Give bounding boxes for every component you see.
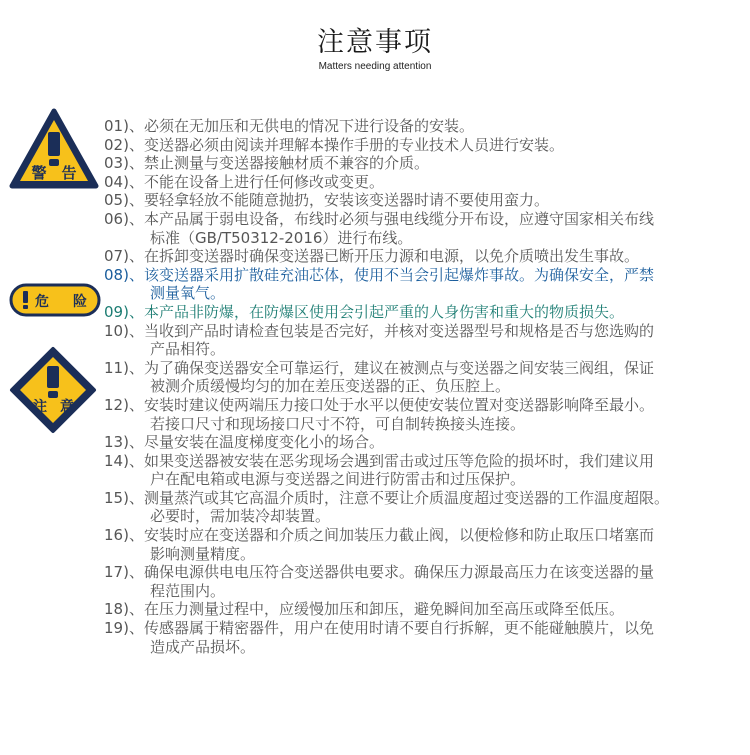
notice-09-line-1: 09)、本产品非防爆，在防爆区使用会引起严重的人身伤害和重大的物质损失。 xyxy=(104,302,624,321)
notice-17-line-2: 程范围内。 xyxy=(150,581,226,600)
danger-sign-label-right: 险 xyxy=(73,294,87,310)
header xyxy=(0,26,750,72)
notice-14-line-2: 户在配电箱或电源与变送器之间进行防雷击和过压保护。 xyxy=(150,470,526,489)
warning-sign-label-right: 告 xyxy=(61,164,77,182)
notice-13-line-1: 13)、尽量安装在温度梯度变化小的场合。 xyxy=(104,433,384,452)
notice-06-line-2: 标准（GB/T50312-2016）进行布线。 xyxy=(150,228,413,247)
danger-sign-icon xyxy=(9,283,101,317)
notice-02-line-1: 02)、变送器必须由阅读并理解本操作手册的专业技术人员进行安装。 xyxy=(104,135,564,154)
notice-16-line-2: 影响测量精度。 xyxy=(150,544,256,563)
notice-14-line-1: 14)、如果变送器被安装在恶劣现场会遇到雷击或过压等危险的损坏时，我们建议用 xyxy=(104,451,654,470)
caution-sign-icon xyxy=(9,346,97,434)
notice-17-line-1: 17)、确保电源供电电压符合变送器供电要求。确保压力源最高压力在该变送器的量 xyxy=(104,563,654,582)
notice-15-line-2: 必要时，需加装冷却装置。 xyxy=(150,507,331,526)
notice-19-line-2: 造成产品损坏。 xyxy=(150,637,256,656)
notice-12-line-2: 若接口尺寸和现场接口尺寸不符，可自制转换接头连接。 xyxy=(150,414,526,433)
notice-07-line-1: 07)、在拆卸变送器时确保变送器已断开压力源和电源，以免介质喷出发生事故。 xyxy=(104,247,639,266)
notice-12-line-1: 12)、安装时建议使两端压力接口处于水平以便使安装位置对变送器影响降至最小。 xyxy=(104,395,654,414)
page-subtitle: Matters needing attention xyxy=(318,61,432,72)
caution-sign-label-left: 注 xyxy=(33,399,47,415)
warning-sign-icon xyxy=(9,108,99,190)
notice-06-line-1: 06)、本产品属于弱电设备，布线时必须与强电线缆分开布设，应遵守国家相关布线 xyxy=(104,209,654,228)
warning-sign-label-left: 警 xyxy=(31,164,47,182)
page-title: 注意事项 xyxy=(317,27,433,58)
notice-10-line-1: 10)、当收到产品时请检查包装是否完好，并核对变送器型号和规格是否与您选购的 xyxy=(104,321,654,340)
notice-04-line-1: 04)、不能在设备上进行任何修改或变更。 xyxy=(104,172,384,191)
notice-19-line-1: 19)、传感器属于精密器件，用户在使用时请不要自行拆解，更不能碰触膜片，以免 xyxy=(104,619,654,638)
notice-10-line-2: 产品相符。 xyxy=(150,340,226,359)
notice-18-line-1: 18)、在压力测量过程中，应缓慢加压和卸压，避免瞬间加至高压或降至低压。 xyxy=(104,600,624,619)
notice-08-line-2: 测量氧气。 xyxy=(150,284,226,303)
notice-11-line-2: 被测介质缓慢均匀的加在差压变送器的正、负压腔上。 xyxy=(150,377,511,396)
notice-03-line-1: 03)、禁止测量与变送器接触材质不兼容的介质。 xyxy=(104,154,429,173)
notice-list xyxy=(104,117,734,656)
notice-16-line-1: 16)、安装时应在变送器和介质之间加装压力截止阀，以便检修和防止取压口堵塞而 xyxy=(104,526,654,545)
notice-08-line-1: 08)、该变送器采用扩散硅充油芯体，使用不当会引起爆炸事故。为确保安全，严禁 xyxy=(104,265,654,284)
notice-01-line-1: 01)、必须在无加压和无供电的情况下进行设备的安装。 xyxy=(104,117,474,135)
notice-11-line-1: 11)、为了确保变送器安全可靠运行，建议在被测点与变送器之间安装三阀组，保证 xyxy=(104,358,654,377)
notice-15-line-1: 15)、测量蒸汽或其它高温介质时，注意不要让介质温度超过变送器的工作温度超限。 xyxy=(104,488,669,507)
danger-sign-label-left: 危 xyxy=(35,294,49,310)
notice-05-line-1: 05)、要轻拿轻放不能随意抛扔，安装该变送器时请不要使用蛮力。 xyxy=(104,191,549,210)
caution-sign-label-right: 意 xyxy=(60,399,74,415)
